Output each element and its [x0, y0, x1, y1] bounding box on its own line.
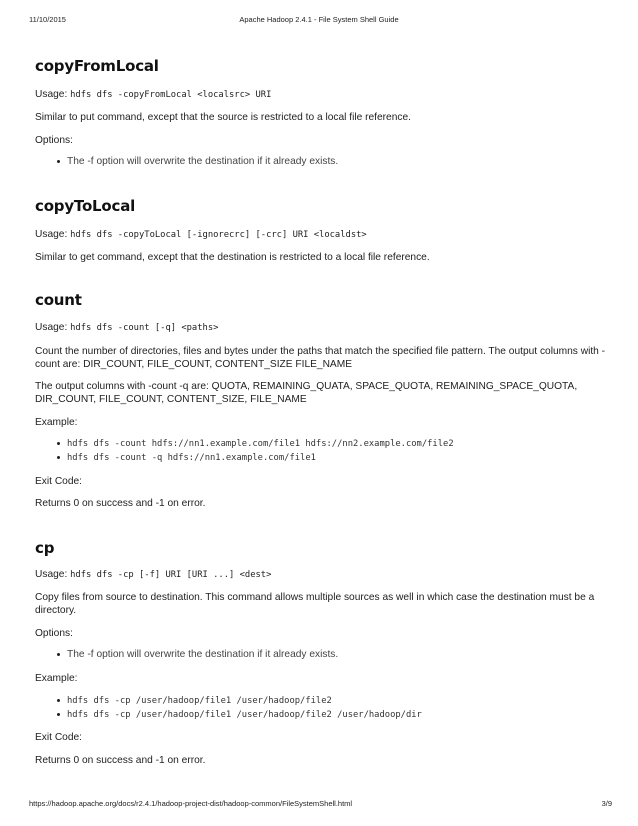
- section-description: Similar to put command, except that the source is restricted to a local file reference.: [35, 112, 411, 123]
- options-list: [35, 155, 610, 169]
- source-url-link[interactable]: https://hadoop.apache.org/docs/r2.4.1/hadoop-project-dist/hadoop-common/FileSystemShell.html: [29, 799, 353, 808]
- section-title-count: count: [35, 291, 82, 309]
- usage-line: [35, 321, 610, 335]
- list-item: hdfs dfs -cp /user/hadoop/file1 /user/hadoop/file2: [35, 694, 610, 708]
- example-list: [35, 437, 610, 465]
- options-list: [35, 648, 610, 662]
- document-title: Apache Hadoop 2.4.1 - File System Shell Guide: [239, 15, 399, 24]
- section-description: Similar to get command, except that the destination is restricted to a local file reference.: [35, 252, 430, 263]
- exit-code-label: Exit Code:: [35, 732, 82, 743]
- example-list: [35, 694, 610, 722]
- exit-code-text: Returns 0 on success and -1 on error.: [35, 498, 206, 509]
- list-item: hdfs dfs -count -q hdfs://nn1.example.com/file1: [35, 451, 610, 465]
- section-description: Count the number of directories, files and bytes under the paths that match the specified file pattern. The output columns with -count are: DIR_COUNT, FILE_COUNT, CONTENT_SIZE FILE_NAME: [35, 346, 606, 370]
- usage-label: Usage:: [35, 89, 68, 100]
- usage-label: Usage:: [35, 569, 68, 580]
- usage-line: [35, 228, 610, 242]
- exit-code-label: Exit Code:: [35, 476, 82, 487]
- usage-command: hdfs dfs -count [-q] <paths>: [70, 323, 219, 333]
- section-title-copytolocal: copyToLocal: [35, 197, 136, 215]
- list-item: hdfs dfs -count hdfs://nn1.example.com/file1 hdfs://nn2.example.com/file2: [35, 437, 610, 451]
- usage-command: hdfs dfs -cp [-f] URI [URI ...] <dest>: [70, 570, 272, 580]
- example-label: Example:: [35, 417, 78, 428]
- usage-command: hdfs dfs -copyFromLocal <localsrc> URI: [70, 90, 272, 100]
- usage-label: Usage:: [35, 229, 68, 240]
- example-label: Example:: [35, 673, 78, 684]
- list-item: hdfs dfs -cp /user/hadoop/file1 /user/hadoop/file2 /user/hadoop/dir: [35, 708, 610, 722]
- section-description: The output columns with -count -q are: QUOTA, REMAINING_QUATA, SPACE_QUOTA, REMAINING_SPACE_QUOTA, DIR_COUNT, FILE_COUNT, CONTENT_SIZE, FILE_NAME: [35, 381, 578, 405]
- page-number: 3/9: [601, 799, 612, 808]
- usage-line: [35, 568, 610, 582]
- section-title-cp: cp: [35, 539, 55, 557]
- options-label: Options:: [35, 135, 73, 146]
- page-footer: [0, 799, 638, 811]
- list-item: The -f option will overwrite the destination if it already exists.: [35, 648, 610, 662]
- section-description: Copy files from source to destination. This command allows multiple sources as well in which case the destination must be a directory.: [35, 592, 595, 616]
- usage-label: Usage:: [35, 322, 68, 333]
- usage-line: [35, 88, 610, 102]
- options-label: Options:: [35, 628, 73, 639]
- list-item: The -f option will overwrite the destination if it already exists.: [35, 155, 610, 169]
- page-header: [0, 15, 638, 27]
- print-date: 11/10/2015: [29, 15, 66, 24]
- section-title-copyfromlocal: copyFromLocal: [35, 57, 159, 75]
- usage-command: hdfs dfs -copyToLocal [-ignorecrc] [-crc] URI <localdst>: [70, 230, 367, 240]
- exit-code-text: Returns 0 on success and -1 on error.: [35, 755, 206, 766]
